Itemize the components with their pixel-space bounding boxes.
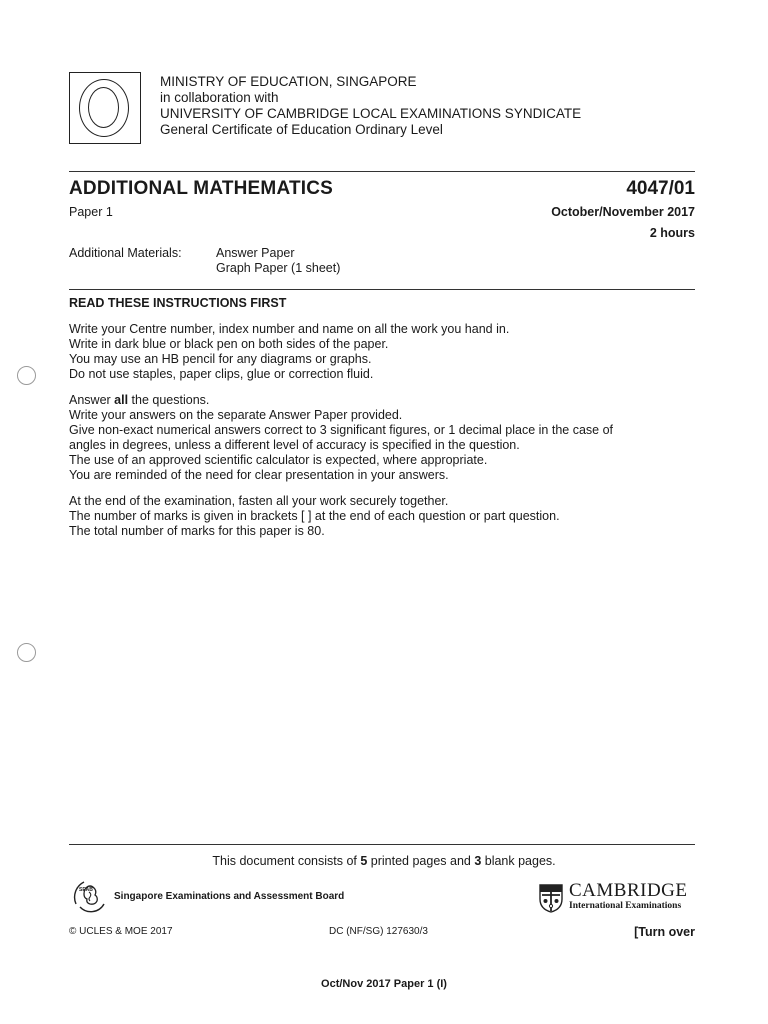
header-line: UNIVERSITY OF CAMBRIDGE LOCAL EXAMINATIONS SYNDICATE (160, 106, 582, 121)
document-code: DC (NF/SG) 127630/3 (329, 926, 428, 937)
page-footer: Oct/Nov 2017 Paper 1 (I) (321, 978, 447, 990)
instruction-line: The number of marks is given in brackets [ ] at the end of each question or part question. (69, 509, 560, 523)
instruction-line: angles in degrees, unless a different level of accuracy is specified in the question. (69, 438, 520, 452)
instructions-title: READ THESE INSTRUCTIONS FIRST (69, 296, 287, 310)
divider (69, 844, 695, 845)
syllabus-code: 4047/01 (626, 178, 695, 199)
header-text (160, 74, 581, 138)
exam-session: October/November 2017 (551, 205, 695, 219)
instruction-line: The total number of marks for this paper is 80. (69, 524, 325, 538)
copyright: © UCLES & MOE 2017 (69, 926, 173, 937)
printed-pages-count: 5 (360, 854, 368, 868)
seab-logo-icon (70, 874, 112, 916)
instruction-line: Answer all the questions. (69, 393, 210, 407)
punch-hole (17, 643, 36, 662)
instruction-line: Write in dark blue or black pen on both sides of the paper. (69, 337, 389, 351)
ordinary-level-logo (69, 72, 141, 144)
instruction-line: You are reminded of the need for clear presentation in your answers. (69, 468, 449, 482)
cambridge-subtitle: International Examinations (569, 901, 682, 911)
instruction-line: You may use an HB pencil for any diagrams or graphs. (69, 352, 372, 366)
instruction-line: Give non-exact numerical answers correct to 3 significant figures, or 1 decimal place in the case of (69, 423, 614, 437)
material-item: Graph Paper (1 sheet) (216, 261, 341, 275)
header-line: MINISTRY OF EDUCATION, SINGAPORE (160, 74, 417, 89)
instruction-line: At the end of the examination, fasten all your work securely together. (69, 494, 449, 508)
emphasis: all (114, 393, 129, 407)
seab-name: Singapore Examinations and Assessment Board (114, 891, 345, 902)
instruction-line: Write your Centre number, index number and name on all the work you hand in. (69, 322, 510, 336)
seab-logo-text: SEAB (79, 887, 93, 893)
materials-label: Additional Materials: (69, 246, 182, 260)
paper-number: Paper 1 (69, 205, 113, 219)
header-line: in collaboration with (160, 90, 279, 105)
divider (69, 171, 695, 172)
turn-over-label: [Turn over (634, 925, 695, 939)
cambridge-crest-icon (538, 883, 564, 913)
materials-list (216, 246, 340, 276)
instruction-line: Write your answers on the separate Answer Paper provided. (69, 408, 403, 422)
material-item: Answer Paper (216, 246, 295, 260)
page-count-note: This document consists of 5 printed pages and 3 blank pages. (212, 854, 556, 868)
exam-duration: 2 hours (649, 226, 695, 240)
instruction-line: Do not use staples, paper clips, glue or correction fluid. (69, 367, 374, 381)
cambridge-name: CAMBRIDGE (569, 880, 688, 901)
instruction-line: The use of an approved scientific calculator is expected, where appropriate. (69, 453, 488, 467)
divider (69, 289, 695, 290)
subject-title: ADDITIONAL MATHEMATICS (69, 178, 334, 199)
header-line: General Certificate of Education Ordinary Level (160, 122, 443, 137)
instructions-paragraph (69, 393, 613, 483)
instructions-paragraph (69, 322, 509, 382)
instructions-paragraph (69, 494, 560, 539)
blank-pages-count: 3 (474, 854, 482, 868)
punch-hole (17, 366, 36, 385)
